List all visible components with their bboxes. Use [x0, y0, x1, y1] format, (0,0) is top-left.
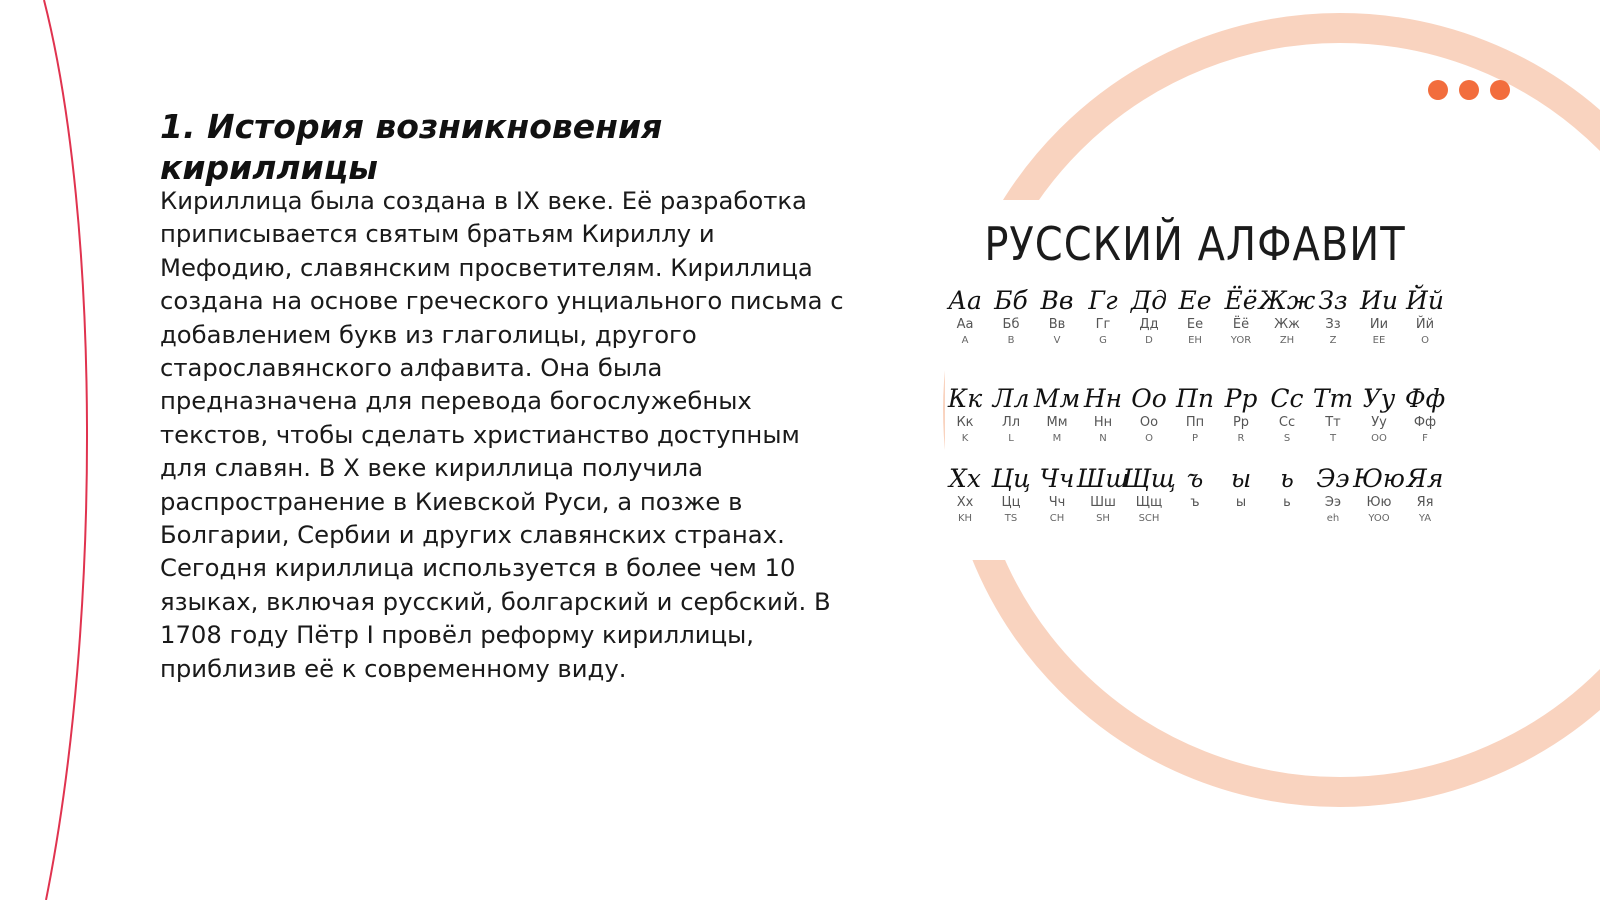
letter-printed: Чч [1048, 495, 1066, 510]
letter-cell [1313, 464, 1353, 526]
dot-icon [1490, 80, 1510, 100]
letter-transliteration: CH [1049, 513, 1065, 524]
letter-handwritten: Уу [1362, 384, 1396, 413]
letter-handwritten: Вв [1040, 286, 1074, 315]
letter-handwritten: Ии [1360, 286, 1398, 315]
letter-cell [1037, 464, 1077, 526]
letter-transliteration: A [961, 335, 969, 346]
letter-printed: Цц [1001, 495, 1021, 510]
letter-handwritten: Тт [1312, 384, 1354, 413]
letter-cell [1405, 384, 1445, 446]
letter-printed: Юю [1366, 495, 1392, 510]
letter-handwritten: Щщ [1122, 464, 1176, 493]
letter-transliteration: YOO [1368, 513, 1390, 524]
alphabet-row [945, 286, 1445, 348]
letter-cell [1037, 286, 1077, 348]
letter-handwritten: Рр [1224, 384, 1258, 413]
letter-handwritten: Ее [1178, 286, 1212, 315]
alphabet-title: РУССКИЙ АЛФАВИТ [984, 218, 1406, 272]
letter-transliteration: eh [1326, 513, 1340, 524]
letter-transliteration: T [1329, 433, 1337, 444]
letter-printed: Нн [1093, 415, 1113, 430]
alphabet-row [945, 384, 1445, 446]
letter-transliteration: L [1008, 433, 1014, 444]
letter-printed: ъ [1190, 495, 1200, 510]
letter-handwritten: Чч [1039, 464, 1075, 493]
letter-cell [991, 464, 1031, 526]
letter-transliteration: P [1191, 433, 1199, 444]
letter-printed: Рр [1232, 415, 1250, 430]
letter-printed: Яя [1416, 495, 1434, 510]
letter-printed: Бб [1002, 317, 1020, 332]
letter-transliteration: YA [1418, 513, 1432, 524]
letter-cell [1175, 384, 1215, 446]
letter-handwritten: Юю [1353, 464, 1405, 493]
letter-transliteration: SH [1096, 513, 1110, 524]
letter-cell [945, 384, 985, 446]
letter-transliteration: TS [1004, 513, 1018, 524]
letter-cell [1076, 464, 1130, 526]
letter-printed: Зз [1325, 317, 1341, 332]
letter-handwritten: Сс [1270, 384, 1304, 413]
letter-printed: Щщ [1135, 495, 1163, 510]
alphabet-image [945, 200, 1445, 560]
dot-icon [1459, 80, 1479, 100]
letter-cell [1267, 464, 1307, 526]
letter-handwritten: Пп [1176, 384, 1214, 413]
letter-transliteration: KH [957, 513, 973, 524]
letter-printed: Ии [1369, 317, 1389, 332]
letter-handwritten: Яя [1406, 464, 1444, 493]
letter-handwritten: Ээ [1316, 464, 1350, 493]
letter-cell [1353, 464, 1405, 526]
letter-handwritten: Бб [994, 286, 1028, 315]
letter-transliteration: K [961, 433, 969, 444]
letter-handwritten: Аа [948, 286, 982, 315]
letter-printed: Ёё [1232, 317, 1250, 332]
letter-transliteration: R [1237, 433, 1245, 444]
letter-handwritten: Цц [991, 464, 1031, 493]
letter-cell [1175, 464, 1215, 526]
letter-transliteration: O [1145, 433, 1153, 444]
letter-transliteration: D [1145, 335, 1153, 346]
letter-cell [1221, 464, 1261, 526]
alphabet-row [945, 464, 1445, 526]
left-accent-line [44, 0, 87, 900]
letter-printed: Ее [1186, 317, 1204, 332]
letter-cell [1083, 384, 1123, 446]
letter-transliteration: F [1422, 433, 1428, 444]
letter-transliteration: G [1099, 335, 1107, 346]
letter-transliteration: V [1053, 335, 1061, 346]
letter-handwritten: Жж [1258, 286, 1316, 315]
letter-handwritten: Кк [947, 384, 983, 413]
letter-transliteration: N [1099, 433, 1107, 444]
letter-transliteration: M [1052, 433, 1062, 444]
letter-handwritten: ь [1280, 464, 1294, 493]
letter-cell [1267, 384, 1307, 446]
letter-printed: Пп [1185, 415, 1205, 430]
letter-handwritten: Ёё [1224, 286, 1258, 315]
letter-handwritten: Лл [992, 384, 1030, 413]
letter-printed: Сс [1278, 415, 1296, 430]
letter-cell [1129, 384, 1169, 446]
letter-handwritten: ы [1230, 464, 1252, 493]
letter-handwritten: Шш [1076, 464, 1130, 493]
letter-transliteration: B [1007, 335, 1015, 346]
letter-printed: Тт [1325, 415, 1341, 430]
letter-cell [1359, 384, 1399, 446]
letter-cell [1122, 464, 1176, 526]
letter-printed: Жж [1274, 317, 1300, 332]
slide-body-text: Кириллица была создана в IX веке. Её разработка приписывается святым братьям Кириллу и Мефодию, славянским просветителям. Кириллица создана на основе греческого унциального письма с добавлением букв из глаголицы, другого старославянского алфавита. Она была предназначена для перевода богослужебных текстов, чтобы сделать христианство доступным для славян. В X веке кириллица получила распространение в Киевской Руси, а позже в Болгарии, Сербии и других славянских странах. Сегодня кириллица используется в более чем 10 языках, включая русский, болгарский и сербский. В 1708 году Пётр I провёл реформу кириллицы, приблизив её к современному виду. [160, 186, 844, 683]
letter-transliteration: YOR [1230, 335, 1252, 346]
letter-cell [1083, 286, 1123, 348]
letter-transliteration: ZH [1279, 335, 1295, 346]
letter-printed: ы [1235, 495, 1247, 510]
letter-transliteration: SCH [1138, 513, 1160, 524]
letter-cell [1359, 286, 1399, 348]
letter-handwritten: ъ [1186, 464, 1204, 493]
letter-cell [1175, 286, 1215, 348]
letter-printed: Аа [956, 317, 974, 332]
letter-printed: Гг [1095, 317, 1111, 332]
letter-transliteration: S [1283, 433, 1291, 444]
letter-printed: Вв [1048, 317, 1066, 332]
letter-handwritten: Нн [1083, 384, 1123, 413]
letter-printed: Хх [956, 495, 974, 510]
letter-handwritten: Гг [1088, 286, 1118, 315]
letter-cell [1405, 286, 1445, 348]
letter-cell [1405, 464, 1445, 526]
letter-handwritten: Зз [1318, 286, 1348, 315]
menu-dots [1428, 80, 1510, 100]
letter-cell [1313, 384, 1353, 446]
letter-printed: Кк [956, 415, 974, 430]
letter-transliteration: O [1421, 335, 1429, 346]
letter-printed: Ээ [1324, 495, 1342, 510]
letter-printed: Шш [1090, 495, 1116, 510]
letter-transliteration: Z [1329, 335, 1337, 346]
letter-cell [991, 384, 1031, 446]
letter-printed: Уу [1371, 415, 1387, 430]
letter-printed: ь [1283, 495, 1291, 510]
letter-printed: Оо [1139, 415, 1159, 430]
letter-printed: Фф [1413, 415, 1437, 430]
slide-title: 1. История возникновения кириллицы [160, 107, 663, 187]
letter-transliteration: EE [1372, 335, 1386, 346]
letter-handwritten: Дд [1130, 286, 1168, 315]
letter-handwritten: Фф [1404, 384, 1446, 413]
letter-handwritten: Оо [1131, 384, 1167, 413]
letter-printed: Йй [1415, 317, 1435, 332]
letter-handwritten: Хх [949, 464, 981, 493]
letter-handwritten: Йй [1406, 286, 1444, 315]
letter-cell [1033, 384, 1081, 446]
letter-printed: Мм [1046, 415, 1068, 430]
dot-icon [1428, 80, 1448, 100]
letter-printed: Дд [1139, 317, 1159, 332]
letter-printed: Лл [1001, 415, 1021, 430]
letter-cell [1313, 286, 1353, 348]
letter-cell [945, 464, 985, 526]
letter-transliteration: EH [1188, 335, 1202, 346]
letter-cell [1221, 286, 1261, 348]
letter-transliteration: OO [1371, 433, 1387, 444]
letter-cell [991, 286, 1031, 348]
letter-cell [1129, 286, 1169, 348]
letter-handwritten: Мм [1033, 384, 1081, 413]
letter-cell [1258, 286, 1316, 348]
letter-cell [945, 286, 985, 348]
letter-cell [1221, 384, 1261, 446]
